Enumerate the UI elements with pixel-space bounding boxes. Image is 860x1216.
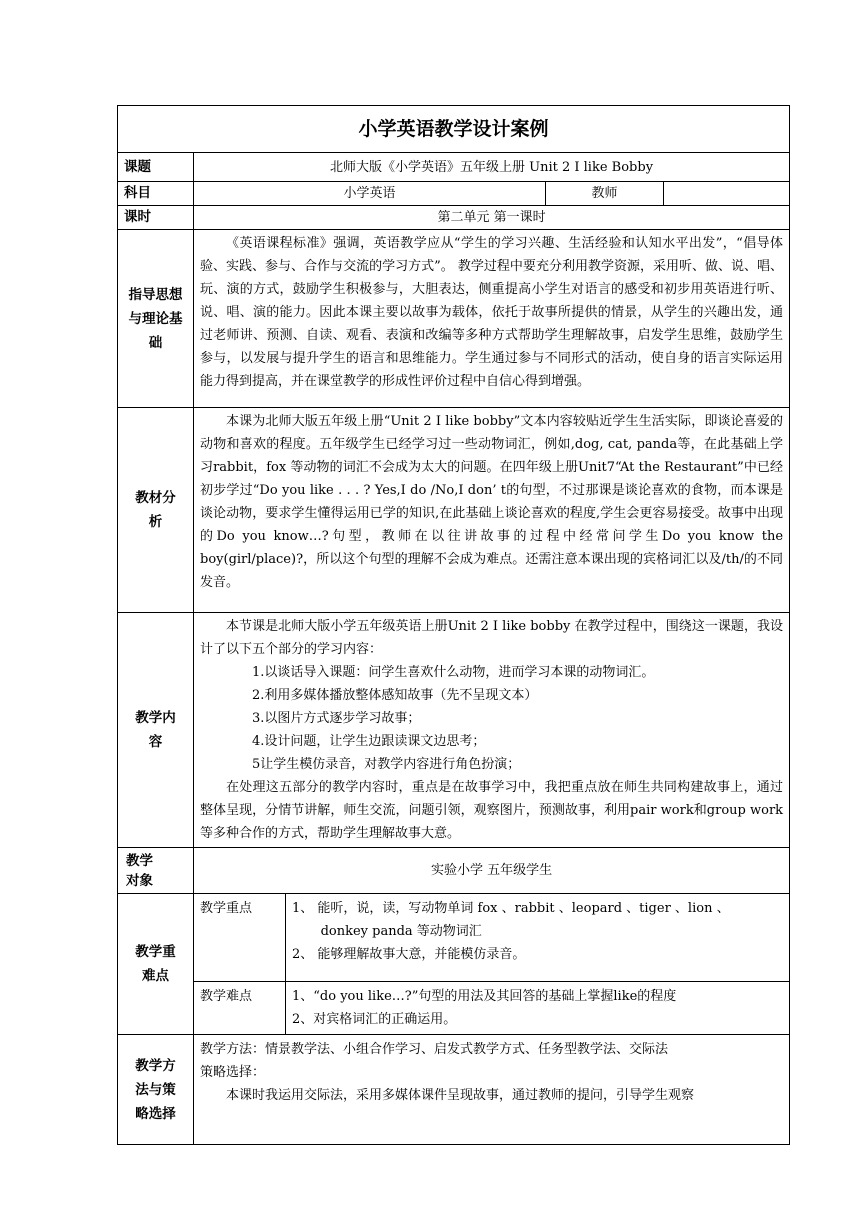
difficulty-item: 2、对宾格词汇的正确运用。 <box>292 1012 457 1027</box>
methods-cell <box>194 1035 790 1145</box>
difficulty-label: 教学难点 <box>194 982 286 1035</box>
period-label: 课时 <box>118 206 194 230</box>
methods-line: 策略选择： <box>200 1065 266 1080</box>
topic-value: 北师大版《小学英语》五年级上册 Unit 2 I like Bobby <box>194 153 790 182</box>
focus-cell <box>286 894 790 982</box>
content-cell <box>194 613 790 848</box>
difficulty-item: 1、“do you like…?”句型的用法及其回答的基础上掌握like的程度 <box>292 989 677 1004</box>
focus-item: 1、 能听，说，读，写动物单词 fox 、rabbit 、leopard 、tiger 、lion 、 <box>292 901 730 916</box>
focus-item: 2、 能够理解故事大意，并能模仿录音。 <box>292 947 526 962</box>
methods-line: 本课时我运用交际法，采用多媒体课件呈现故事，通过教师的提问，引导学生观察 <box>226 1088 695 1103</box>
subject-value: 小学英语 <box>194 182 546 206</box>
theory-text: 《英语课程标准》强调，英语教学应从“学生的学习兴趣、生活经验和认知水平出发”，“倡导体验、实践、参与、合作与交流的学习方式”。 教学过程中要充分利用教学资源，采用听、做、说、唱、玩、演的方式，鼓励学生积极参与，大胆表达，侧重提高小学生对语言的感受和初步用英语进行听、说、唱、演的能力。因此本课主要以故事为载体，依托于故事所提供的情景，从学生的兴趣出发，通过老师讲、预测、自读、观看、表演和改编等多种方式帮助学生理解故事，启发学生思维，鼓励学生参与，以发展与提升学生的语言和思维能力。学生通过参与不同形式的活动，使自身的语言实际运用能力得到提高，并在课堂教学的形成性评价过程中自信心得到增强。 <box>200 236 784 389</box>
object-label <box>118 848 194 894</box>
theory-cell <box>194 230 790 408</box>
teacher-label: 教师 <box>546 182 664 206</box>
subject-label: 科目 <box>118 182 194 206</box>
lesson-plan-document <box>117 105 789 1145</box>
lesson-plan-table <box>117 105 790 1145</box>
content-outro: 在处理这五部分的教学内容时，重点是在故事学习中，我把重点放在师生共同构建故事上，通过整体呈现，分情节讲解，师生交流，问题引领，观察图片，预测故事，利用pair work和group work等多种合作的方式，帮助学生理解故事大意。 <box>200 780 784 841</box>
methods-label: 教学方法与策略选择 <box>118 1035 194 1145</box>
theory-label: 指导思想与理论基础 <box>118 230 194 408</box>
topic-label: 课题 <box>118 153 194 182</box>
difficulty-cell <box>286 982 790 1035</box>
focus-label: 教学重点 <box>194 894 286 982</box>
methods-line: 教学方法：情景教学法、小组合作学习、启发式教学方式、任务型教学法、交际法 <box>200 1042 669 1057</box>
material-text: 本课为北师大版五年级上册“Unit 2 I like bobby”文本内容较贴近学生生活实际，即谈论喜爱的动物和喜欢的程度。五年级学生已经学习过一些动物词汇，例如,dog, cat, panda等，在此基础上学习rabbit，fox 等动物的词汇不会成为太大的问题。在四年级上册Unit7“At the Restaurant”中已经初步学过“Do you like . . . ? Yes,I do /No,I don’ t的句型，不过那课是谈论喜欢的食物，而本课是谈论动物，要求学生懂得运用已学的知识,在此基础上谈论喜欢的程度,学生会更容易接受。故事中出现的Do you know…?句型，教师在以往讲故事的过程中经常问学生Do you know the boy(girl/place)?，所以这个句型的理解不会成为难点。还需注意本课出现的宾格词汇以及/th/的不同发音。 <box>200 414 784 590</box>
content-item: 1.以谈话导入课题：问学生喜欢什么动物，进而学习本课的动物词汇。 <box>252 665 655 680</box>
keypoints-label: 教学重难点 <box>118 894 194 1035</box>
focus-item: donkey panda 等动物词汇 <box>320 924 482 939</box>
object-value: 实验小学 五年级学生 <box>194 848 790 894</box>
page-title: 小学英语教学设计案例 <box>118 106 790 153</box>
content-intro: 本节课是北师大版小学五年级英语上册Unit 2 I like bobby 在教学过程中，围绕这一课题，我设计了以下五个部分的学习内容： <box>200 619 784 657</box>
content-item: 2.利用多媒体播放整体感知故事（先不呈现文本） <box>252 688 538 703</box>
material-label: 教材分析 <box>118 408 194 613</box>
content-item: 3.以图片方式逐步学习故事； <box>252 711 421 726</box>
period-value: 第二单元 第一课时 <box>194 206 790 230</box>
material-cell <box>194 408 790 613</box>
content-item: 4.设计问题，让学生边跟读课文边思考； <box>252 734 486 749</box>
object-label-text: 教学对象 <box>126 852 153 889</box>
teacher-value <box>664 182 790 206</box>
content-label: 教学内容 <box>118 613 194 848</box>
content-item: 5让学生模仿录音，对教学内容进行角色扮演； <box>252 757 521 772</box>
